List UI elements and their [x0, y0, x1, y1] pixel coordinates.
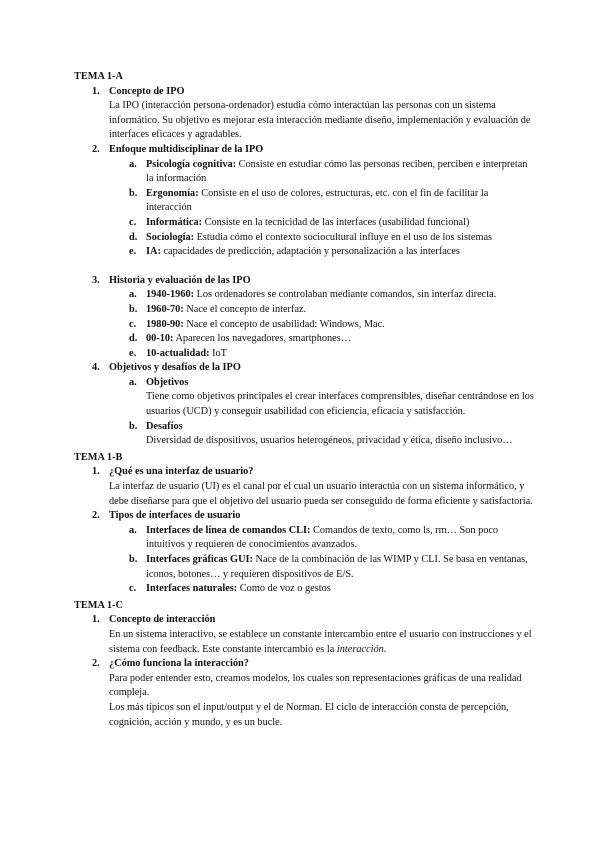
section-heading	[74, 85, 534, 100]
item-text: Como de voz o gestos	[237, 583, 331, 595]
item-term: 00-10:	[146, 333, 174, 345]
item-text: Consiste en estudiar cómo las personas reciben, perciben e interpretan la información	[146, 158, 528, 185]
item-body: Diversidad de dispositivos, usuarios heterogéneos, privacidad y ética, diseño inclusivo…	[146, 435, 513, 447]
item-letter: a.	[129, 158, 137, 170]
item-term: Psicología cognitiva:	[146, 158, 237, 170]
section-body	[74, 628, 534, 657]
section-heading	[74, 509, 534, 524]
list-item	[74, 318, 534, 333]
item-text: IoT	[209, 347, 227, 359]
section-heading	[74, 143, 534, 158]
list-item	[74, 420, 534, 435]
list-item	[74, 582, 534, 597]
item-text: Consiste en la tecnicidad de las interfaces (usabilidad funcional)	[202, 216, 470, 228]
tema-1b-heading: TEMA 1-B	[74, 451, 123, 463]
item-term: IA:	[146, 246, 161, 258]
item-text: Los ordenadores se controlaban mediante comandos, sin interfaz directa.	[194, 289, 497, 301]
section-number: 1.	[92, 466, 100, 478]
item-letter: b.	[129, 554, 138, 565]
section-title: Concepto de IPO	[109, 85, 185, 97]
body-emphasis: interacción	[336, 643, 384, 655]
item-term: Desafíos	[146, 420, 183, 432]
section-title: Concepto de interacción	[109, 614, 216, 626]
section-heading	[74, 274, 534, 289]
item-term: Sociología:	[146, 231, 195, 243]
item-text: Nace el concepto de usabilidad: Windows, Mac.	[183, 318, 385, 330]
list-item	[74, 332, 534, 347]
item-text: Estudia cómo el contexto sociocultural influye en el uso de los sistemas	[194, 231, 493, 243]
body-text-end: .	[383, 643, 387, 655]
item-letter: b.	[129, 303, 138, 315]
item-letter: e.	[129, 347, 137, 359]
list-item	[74, 158, 534, 187]
list-item	[74, 376, 534, 391]
item-term: 1980-90:	[146, 318, 184, 330]
item-letter: d.	[129, 333, 138, 345]
list-item	[74, 216, 534, 231]
section-title: Tipos de interfaces de usuario	[109, 510, 241, 522]
item-text: Nace el concepto de interfaz.	[183, 303, 307, 315]
list-item	[74, 347, 534, 362]
item-letter: a.	[129, 289, 137, 301]
section-title: ¿Cómo funciona la interacción?	[109, 658, 249, 670]
section-title: Enfoque multidisciplinar de la IPO	[109, 143, 264, 155]
section-heading	[74, 361, 534, 376]
item-term: 10-actualidad:	[146, 347, 210, 359]
section-number: 2.	[92, 658, 100, 670]
item-letter: c.	[129, 216, 137, 228]
item-text: Aparecen los navegadores, smartphones…	[173, 333, 352, 345]
item-text: capacidades de predicción, adaptación y personalización a las interfaces	[160, 246, 460, 258]
item-letter: b.	[129, 187, 138, 199]
section-number: 3.	[92, 274, 100, 286]
item-text: Nace de la combinación de las WIMP y CLI. Se basa en ventanas, iconos, botones… y requieren dispositivos de E/S.	[146, 554, 528, 580]
section-heading	[74, 657, 534, 672]
section-title: ¿Qué es una interfaz de usuario?	[109, 466, 254, 478]
tema-1a-heading: TEMA 1-A	[74, 71, 123, 82]
section-body: Para poder entender esto, creamos modelos, los cuales son representaciones gráficas de una realidad compleja.	[109, 672, 522, 699]
section-number: 2.	[92, 143, 100, 155]
item-text: Consiste en el uso de colores, estructuras, etc. con el fin de facilitar la interacción	[146, 187, 489, 214]
section-title: Objetivos y desafíos de la IPO	[109, 362, 241, 374]
list-item	[74, 303, 534, 318]
item-body: Tiene como objetivos principales el crear interfaces comprensibles, diseñar centrándose en los usuarios (UCD) y conseguir usabilidad con eficiencia, eficacia y satisfacción.	[146, 391, 534, 418]
blank-line	[74, 260, 534, 274]
item-term: Ergonomía:	[146, 187, 199, 199]
item-text: Comandos de texto, como ls, rm… Son poco intuitivos y requieren de conocimientos avanzados.	[146, 524, 499, 551]
item-letter: c.	[129, 583, 137, 595]
section-heading	[74, 465, 534, 480]
item-term: Objetivos	[146, 376, 189, 388]
section-body: La IPO (interacción persona-ordenador) estudia cómo interactúan las personas con un sistema informático. Su objetivo es mejorar esta interacción mediante diseño, implementación y evaluación de interfaces eficaces y agradables.	[109, 100, 531, 141]
section-number: 1.	[92, 614, 100, 626]
item-term: Interfaces naturales:	[146, 583, 238, 595]
list-item	[74, 553, 534, 582]
section-number: 4.	[92, 362, 100, 374]
body-text: En un sistema interactivo, se establece un constante intercambio entre el usuario con instrucciones y el sistema con feedback. Este constante intercambio es la	[109, 628, 532, 655]
item-term: 1940-1960:	[146, 289, 195, 301]
section-body: Los más típicos son el input/output y el de Norman. El ciclo de interacción consta de percepción, cognición, acción y mundo, y es un bucle.	[109, 701, 509, 728]
item-letter: a.	[129, 524, 137, 536]
section-body: La interfaz de usuario (UI) es el canal por el cual un usuario interactúa con un sistema informático, y debe diseñarse para que el objetivo del usuario pueda ser conseguido de forma eficiente y satisfactoria.	[109, 481, 533, 507]
list-item	[74, 288, 534, 303]
item-letter: c.	[129, 318, 137, 330]
list-item	[74, 245, 534, 260]
item-term: Interfaces gráficas GUI:	[146, 554, 253, 565]
document-content	[74, 70, 534, 730]
item-term: 1960-70:	[146, 303, 184, 315]
item-term: Informática:	[146, 216, 203, 228]
list-item	[74, 524, 534, 553]
item-letter: b.	[129, 420, 138, 432]
section-heading	[74, 613, 534, 628]
section-title: Historia y evaluación de las IPO	[109, 274, 251, 286]
section-number: 1.	[92, 85, 100, 97]
tema-1c-heading: TEMA 1-C	[74, 599, 123, 611]
item-term: Interfaces de línea de comandos CLI:	[146, 524, 311, 536]
item-letter: d.	[129, 231, 138, 243]
list-item	[74, 231, 534, 246]
item-letter: e.	[129, 246, 137, 258]
section-number: 2.	[92, 510, 100, 522]
list-item	[74, 187, 534, 216]
item-letter: a.	[129, 376, 137, 388]
